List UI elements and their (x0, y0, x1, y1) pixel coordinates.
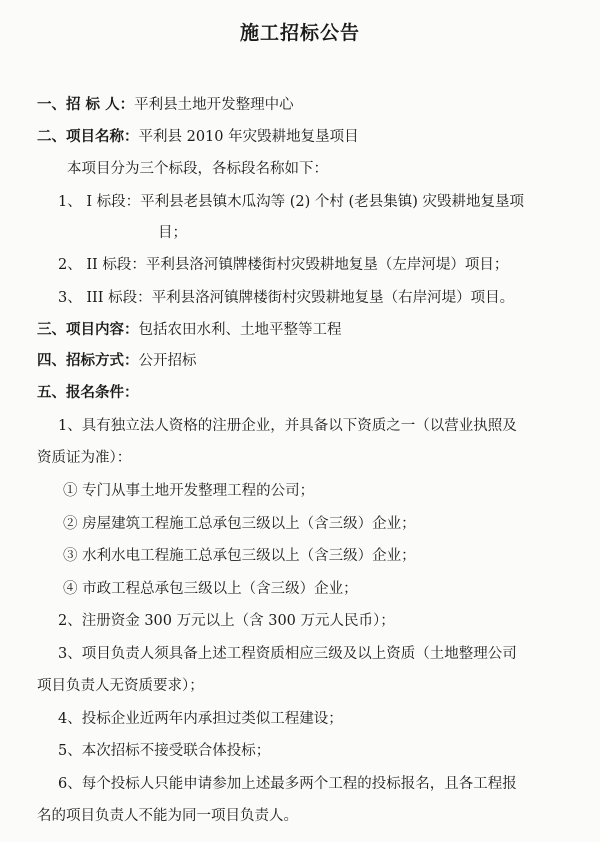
tenderer-label: 一、招 标 人： (37, 96, 135, 113)
page-title: 施工招标公告 (239, 22, 360, 44)
project-content-value: 包括农田水利、土地平整等工程 (138, 322, 342, 338)
condition-6-line-1: 6、每个投标人只能申请参加上述最多两个工程的投标报名，且各工程报 (58, 776, 517, 792)
lot-2-row (58, 253, 508, 274)
condition-5: 5、本次招标不接受联合体投标； (58, 743, 271, 759)
condition-3-line-1: 3、项目负责人须具备上述工程资质相应三级及以上资质（土地整理公司 (58, 646, 517, 662)
lot-1-row (58, 190, 524, 211)
condition-1-line-2: 资质证为准）： (37, 450, 132, 466)
qualification-3: ③ 水利水电工程施工总承包三级以上（含三级）企业； (63, 548, 416, 564)
condition-1-line-1: 1、具有独立法人资格的注册企业，并具备以下资质之一（以营业执照及 (58, 418, 517, 434)
qualification-2: ② 房屋建筑工程施工总承包三级以上（含三级）企业； (63, 516, 416, 532)
qualification-4: ④ 市政工程总承包三级以上（含三级）企业； (63, 581, 358, 597)
registration-heading: 五、报名条件： (37, 384, 139, 401)
project-name-label: 二、项目名称： (37, 128, 139, 145)
tenderer-value: 平利县土地开发整理中心 (134, 97, 294, 113)
project-name-value: 平利县 2010 年灾毁耕地复垦项目 (138, 129, 359, 145)
lot-2-text: 平利县洛河镇牌楼街村灾毁耕地复垦（左岸河堤）项目； (145, 257, 509, 273)
lot-3-row (58, 286, 514, 307)
tender-method-label: 四、招标方式： (37, 352, 139, 369)
project-content-label: 三、项目内容： (37, 321, 139, 338)
lot-3-label: 3、 III 标段： (58, 290, 152, 306)
project-content-row (37, 318, 342, 339)
condition-6-line-2: 名的项目负责人不能为同一项目负责人。 (37, 808, 298, 824)
lots-intro: 本项目分为三个标段，各标段名称如下： (67, 161, 328, 177)
tender-method-value: 公开招标 (138, 353, 197, 369)
lot-1-text: 平利县老县镇木瓜沟等 (2) 个村 (老县集镇) 灾毁耕地复垦项 (140, 194, 524, 210)
lot-1-text-cont: 目； (158, 225, 187, 241)
qualification-1: ① 专门从事土地开发整理工程的公司； (63, 483, 315, 499)
project-name-row (37, 125, 359, 146)
lot-1-label: 1、 I 标段： (58, 194, 141, 210)
tender-method-row (37, 349, 197, 370)
condition-4: 4、投标企业近两年内承担过类似工程建设； (58, 711, 343, 727)
condition-3-line-2: 项目负责人无资质要求）； (37, 678, 204, 694)
lot-3-text: 平利县洛河镇牌楼街村灾毁耕地复垦（右岸河堤）项目。 (151, 290, 515, 306)
condition-2: 2、注册资金 300 万元以上（含 300 万元人民币）； (58, 613, 395, 629)
lot-2-label: 2、 II 标段： (58, 257, 146, 273)
tenderer-row (37, 93, 294, 114)
